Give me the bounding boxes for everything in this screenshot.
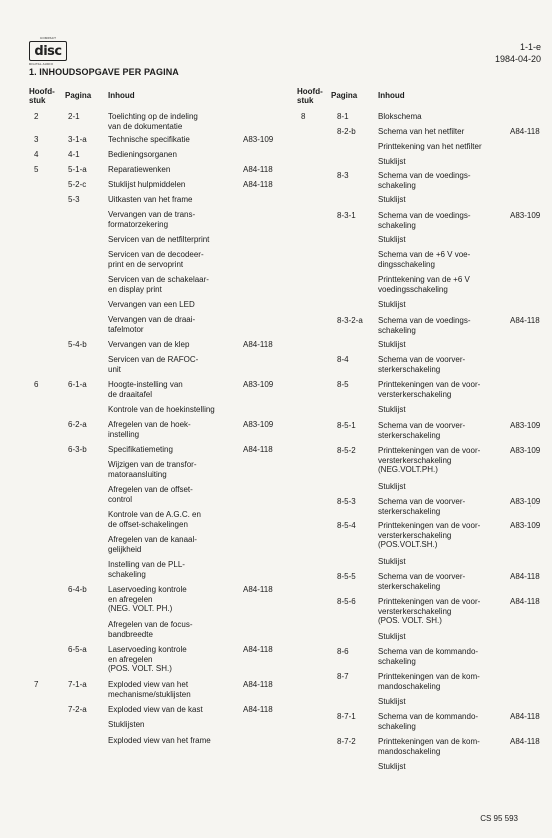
chapter-cell: 4 [34, 150, 39, 159]
content-cell: Stuklijst [378, 195, 406, 204]
header-page-left: Pagina [65, 91, 92, 100]
chapter-cell: 3 [34, 135, 39, 144]
code-cell: A83-109 [510, 446, 541, 455]
content-cell: Blokschema [378, 112, 422, 121]
content-cell: Reparatiewenken [108, 165, 171, 174]
page-cell: 8-1 [337, 112, 349, 121]
content-cell: Vervangen van de trans- formatorzekering [108, 210, 196, 229]
code-cell: A84-118 [510, 597, 540, 606]
content-cell: Afregelen van de hoek- instelling [108, 420, 191, 439]
content-cell: Servicen van de decodeer- print en de servoprint [108, 250, 204, 269]
content-cell: Kontrole van de A.G.C. en de offset-schakelingen [108, 510, 201, 529]
header-content-right: Inhoud [378, 91, 405, 100]
content-cell: Laservoeding kontrole en afregelen (POS. VOLT. SH.) [108, 645, 187, 673]
page-cell: 5-1-a [68, 165, 87, 174]
code-cell: A84-118 [510, 316, 540, 325]
page-cell: 5-3 [68, 195, 80, 204]
page-cell: 5-2-c [68, 180, 87, 189]
chapter-cell: 5 [34, 165, 39, 174]
page-cell: 3-1-a [68, 135, 87, 144]
page-cell: 8-6 [337, 647, 349, 656]
page-cell: 2-1 [68, 112, 80, 121]
content-cell: Printtekening van de +6 V voedingsschakeling [378, 275, 470, 294]
content-cell: Schema van de voorver- sterkerschakeling [378, 355, 466, 374]
page-cell: 6-1-a [68, 380, 87, 389]
page-cell: 8-3-2-a [337, 316, 363, 325]
content-cell: Laservoeding kontrole en afregelen (NEG. VOLT. PH.) [108, 585, 187, 613]
page-cell: 8-2-b [337, 127, 356, 136]
page-cell: 5-4-b [68, 340, 87, 349]
page-cell: 8-5-1 [337, 421, 356, 430]
header-page-right: Pagina [331, 91, 358, 100]
header-content-left: Inhoud [108, 91, 135, 100]
logo-caption-bottom: DIGITAL AUDIO [29, 62, 54, 66]
content-cell: Vervangen van de draai- tafelmotor [108, 315, 196, 334]
code-cell: A84-118 [243, 645, 273, 654]
page-cell: 6-4-b [68, 585, 87, 594]
content-cell: Schema van het netfilter [378, 127, 465, 136]
content-cell: Printtekeningen van de voor- versterkerschakeling (NEG.VOLT.PH.) [378, 446, 481, 474]
page-cell: 6-2-a [68, 420, 87, 429]
content-cell: Stuklijst [378, 405, 406, 414]
code-cell: A84-118 [243, 705, 273, 714]
page-date: 1984-04-20 [494, 54, 541, 64]
content-cell: Afregelen van de kanaal- gelijkheid [108, 535, 197, 554]
content-cell: Stuklijst hulpmiddelen [108, 180, 186, 189]
content-cell: Technische specifikatie [108, 135, 190, 144]
code-cell: A83-109 [510, 421, 541, 430]
page-cell: 8-3 [337, 171, 349, 180]
content-cell: Vervangen van de klep [108, 340, 190, 349]
page-cell: 8-5-2 [337, 446, 356, 455]
content-cell: Vervangen van een LED [108, 300, 195, 309]
content-cell: Bedieningsorganen [108, 150, 177, 159]
content-cell: Stuklijst [378, 697, 406, 706]
code-cell: A83-109 [510, 497, 541, 506]
content-cell: Schema van de voorver- sterkerschakeling [378, 421, 466, 440]
content-cell: Printtekeningen van de voor- versterkerschakeling (POS. VOLT. SH.) [378, 597, 481, 625]
content-cell: Stuklijst [378, 482, 406, 491]
content-cell: Exploded view van het mechanisme/stuklijsten [108, 680, 191, 699]
code-cell: A84-118 [243, 165, 273, 174]
content-cell: Printtekening van het netfilter [378, 142, 482, 151]
header-chapter-left: Hoofd- stuk [29, 87, 55, 105]
code-cell: A84-118 [243, 340, 273, 349]
content-cell: Uitkasten van het frame [108, 195, 193, 204]
code-cell: A83-109 [243, 135, 274, 144]
page-cell: 8-7-2 [337, 737, 356, 746]
code-cell: A84-118 [243, 180, 273, 189]
code-cell: A84-118 [510, 127, 540, 136]
page-cell: 8-5-5 [337, 572, 356, 581]
page-cell: 4-1 [68, 150, 80, 159]
code-cell: A84-118 [510, 712, 540, 721]
chapter-cell: 8 [301, 112, 306, 121]
page-cell: 8-5-6 [337, 597, 356, 606]
ink-mark: ’ [530, 506, 532, 512]
page-cell: 8-4 [337, 355, 349, 364]
content-cell: Kontrole van de hoekinstelling [108, 405, 215, 414]
page-cell: 7-1-a [68, 680, 87, 689]
content-cell: Stuklijst [378, 632, 406, 641]
content-cell: Hoogte-instelling van de draaitafel [108, 380, 183, 399]
content-cell: Stuklijst [378, 557, 406, 566]
document-code: CS 95 593 [480, 814, 518, 823]
page-number: 1-1-e [519, 42, 541, 52]
page-cell: 8-7 [337, 672, 349, 681]
content-cell: Stuklijst [378, 235, 406, 244]
content-cell: Schema van de +6 V voe- dingsschakeling [378, 250, 471, 269]
page-cell: 6-5-a [68, 645, 87, 654]
content-cell: Schema van de kommando- schakeling [378, 712, 479, 731]
compact-disc-logo: disc [29, 41, 67, 61]
code-cell: A83-109 [510, 521, 541, 530]
code-cell: A84-118 [510, 572, 540, 581]
content-cell: Exploded view van het frame [108, 736, 211, 745]
content-cell: Instelling van de PLL- schakeling [108, 560, 185, 579]
page-cell: 8-5-3 [337, 497, 356, 506]
content-cell: Wijzigen van de transfor- matoraansluiting [108, 460, 197, 479]
chapter-cell: 7 [34, 680, 39, 689]
content-cell: Schema van de voorver- sterkerschakeling [378, 497, 466, 516]
content-cell: Stuklijst [378, 300, 406, 309]
content-cell: Stuklijsten [108, 720, 145, 729]
code-cell: A84-118 [510, 737, 540, 746]
code-cell: A83-109 [510, 211, 541, 220]
content-cell: Schema van de voedings- schakeling [378, 171, 471, 190]
content-cell: Exploded view van de kast [108, 705, 203, 714]
chapter-cell: 2 [34, 112, 39, 121]
content-cell: Schema van de voorver- sterkerschakeling [378, 572, 466, 591]
content-cell: Servicen van de netfilterprint [108, 235, 210, 244]
content-cell: Afregelen van de offset- control [108, 485, 193, 504]
page-title: 1. INHOUDSOPGAVE PER PAGINA [29, 67, 179, 77]
page-cell: 8-3-1 [337, 211, 356, 220]
page-meta [495, 41, 541, 65]
page-cell: 7-2-a [68, 705, 87, 714]
content-cell: Stuklijst [378, 340, 406, 349]
content-cell: Printtekeningen van de voor- versterkerschakeling (POS.VOLT.SH.) [378, 521, 481, 549]
page-cell: 8-7-1 [337, 712, 356, 721]
page-cell: 6-3-b [68, 445, 87, 454]
content-cell: Schema van de kommando- schakeling [378, 647, 479, 666]
content-cell: Specifikatiemeting [108, 445, 173, 454]
header-chapter-right: Hoofd- stuk [297, 87, 323, 105]
content-cell: Printtekeningen van de kom- mandoschakeling [378, 737, 480, 756]
page-cell: 8-5-4 [337, 521, 356, 530]
code-cell: A83-109 [243, 420, 274, 429]
content-cell: Schema van de voedings- schakeling [378, 316, 471, 335]
content-cell: Servicen van de RAFOC- unit [108, 355, 199, 374]
code-cell: A84-118 [243, 680, 273, 689]
page-cell: 8-5 [337, 380, 349, 389]
content-cell: Printtekeningen van de voor- versterkerschakeling [378, 380, 481, 399]
content-cell: Schema van de voedings- schakeling [378, 211, 471, 230]
code-cell: A84-118 [243, 445, 273, 454]
code-cell: A83-109 [243, 380, 274, 389]
content-cell: Stuklijst [378, 157, 406, 166]
content-cell: Servicen van de schakelaar- en display print [108, 275, 209, 294]
logo-caption-top: COMPACT [40, 36, 57, 40]
content-cell: Printtekeningen van de kom- mandoschakeling [378, 672, 480, 691]
chapter-cell: 6 [34, 380, 39, 389]
content-cell: Stuklijst [378, 762, 406, 771]
content-cell: Afregelen van de focus- bandbreedte [108, 620, 193, 639]
content-cell: Toelichting op de indeling van de dokumentatie [108, 112, 198, 131]
code-cell: A84-118 [243, 585, 273, 594]
